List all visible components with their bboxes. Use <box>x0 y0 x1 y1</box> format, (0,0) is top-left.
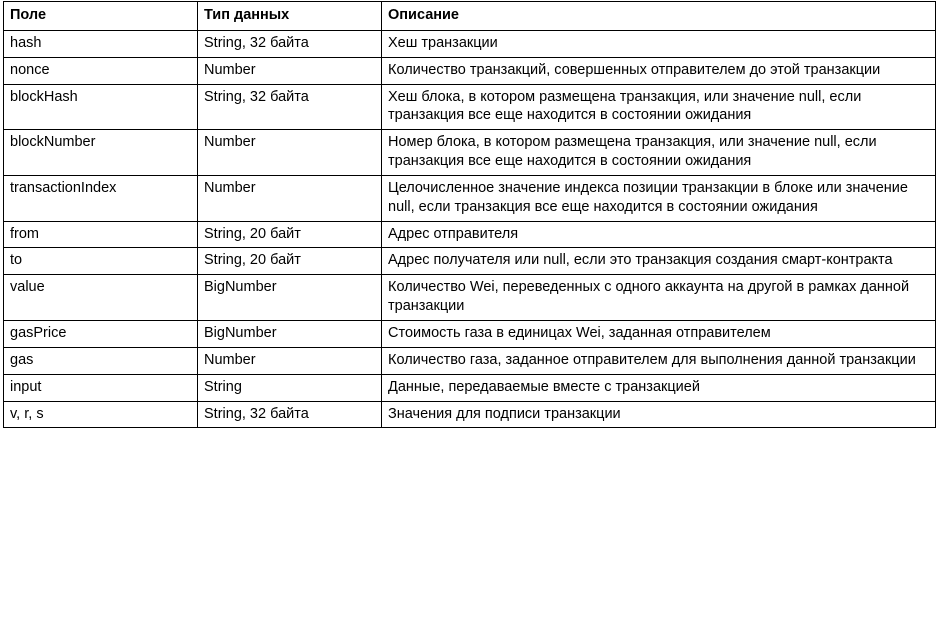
cell-type: Number <box>198 347 382 374</box>
cell-field: transactionIndex <box>4 175 198 221</box>
cell-description: Значения для подписи транзакции <box>382 401 936 428</box>
cell-field: input <box>4 374 198 401</box>
cell-type: BigNumber <box>198 320 382 347</box>
column-header-field: Поле <box>4 2 198 31</box>
table-row <box>4 374 936 401</box>
cell-description: Адрес получателя или null, если это транзакция создания смарт-контракта <box>382 248 936 275</box>
table-row <box>4 221 936 248</box>
cell-type: String, 20 байт <box>198 221 382 248</box>
document-body <box>0 1 936 633</box>
table-row <box>4 30 936 57</box>
cell-description: Данные, передаваемые вместе с транзакцией <box>382 374 936 401</box>
cell-field: from <box>4 221 198 248</box>
cell-field: to <box>4 248 198 275</box>
cell-type: Number <box>198 130 382 176</box>
transaction-fields-table <box>3 1 936 428</box>
cell-type: String, 20 байт <box>198 248 382 275</box>
cell-type: BigNumber <box>198 275 382 321</box>
cell-description: Целочисленное значение индекса позиции транзакции в блоке или значение null, если транзакция все еще находится в состоянии ожидания <box>382 175 936 221</box>
cell-description: Хеш транзакции <box>382 30 936 57</box>
cell-type: String, 32 байта <box>198 401 382 428</box>
column-header-type: Тип данных <box>198 2 382 31</box>
table-row <box>4 275 936 321</box>
column-header-description: Описание <box>382 2 936 31</box>
table-header <box>4 2 936 31</box>
table-row <box>4 248 936 275</box>
cell-type: String <box>198 374 382 401</box>
cell-field: blockNumber <box>4 130 198 176</box>
cell-field: blockHash <box>4 84 198 130</box>
cell-type: Number <box>198 57 382 84</box>
table-row <box>4 401 936 428</box>
table-row <box>4 57 936 84</box>
cell-field: nonce <box>4 57 198 84</box>
cell-field: v, r, s <box>4 401 198 428</box>
cell-description: Количество газа, заданное отправителем для выполнения данной транзакции <box>382 347 936 374</box>
table-row <box>4 175 936 221</box>
cell-type: String, 32 байта <box>198 30 382 57</box>
cell-description: Количество Wei, переведенных с одного аккаунта на другой в рамках данной транзакции <box>382 275 936 321</box>
cell-description: Хеш блока, в котором размещена транзакция, или значение null, если транзакция все еще находится в состоянии ожидания <box>382 84 936 130</box>
cell-type: String, 32 байта <box>198 84 382 130</box>
cell-field: hash <box>4 30 198 57</box>
table-header-row <box>4 2 936 31</box>
table-row <box>4 347 936 374</box>
cell-field: value <box>4 275 198 321</box>
cell-field: gasPrice <box>4 320 198 347</box>
table-row <box>4 320 936 347</box>
cell-description: Адрес отправителя <box>382 221 936 248</box>
cell-type: Number <box>198 175 382 221</box>
cell-description: Номер блока, в котором размещена транзакция, или значение null, если транзакция все еще находится в состоянии ожидания <box>382 130 936 176</box>
cell-description: Стоимость газа в единицах Wei, заданная отправителем <box>382 320 936 347</box>
table-row <box>4 130 936 176</box>
cell-field: gas <box>4 347 198 374</box>
cell-description: Количество транзакций, совершенных отправителем до этой транзакции <box>382 57 936 84</box>
table-body <box>4 30 936 428</box>
table-row <box>4 84 936 130</box>
